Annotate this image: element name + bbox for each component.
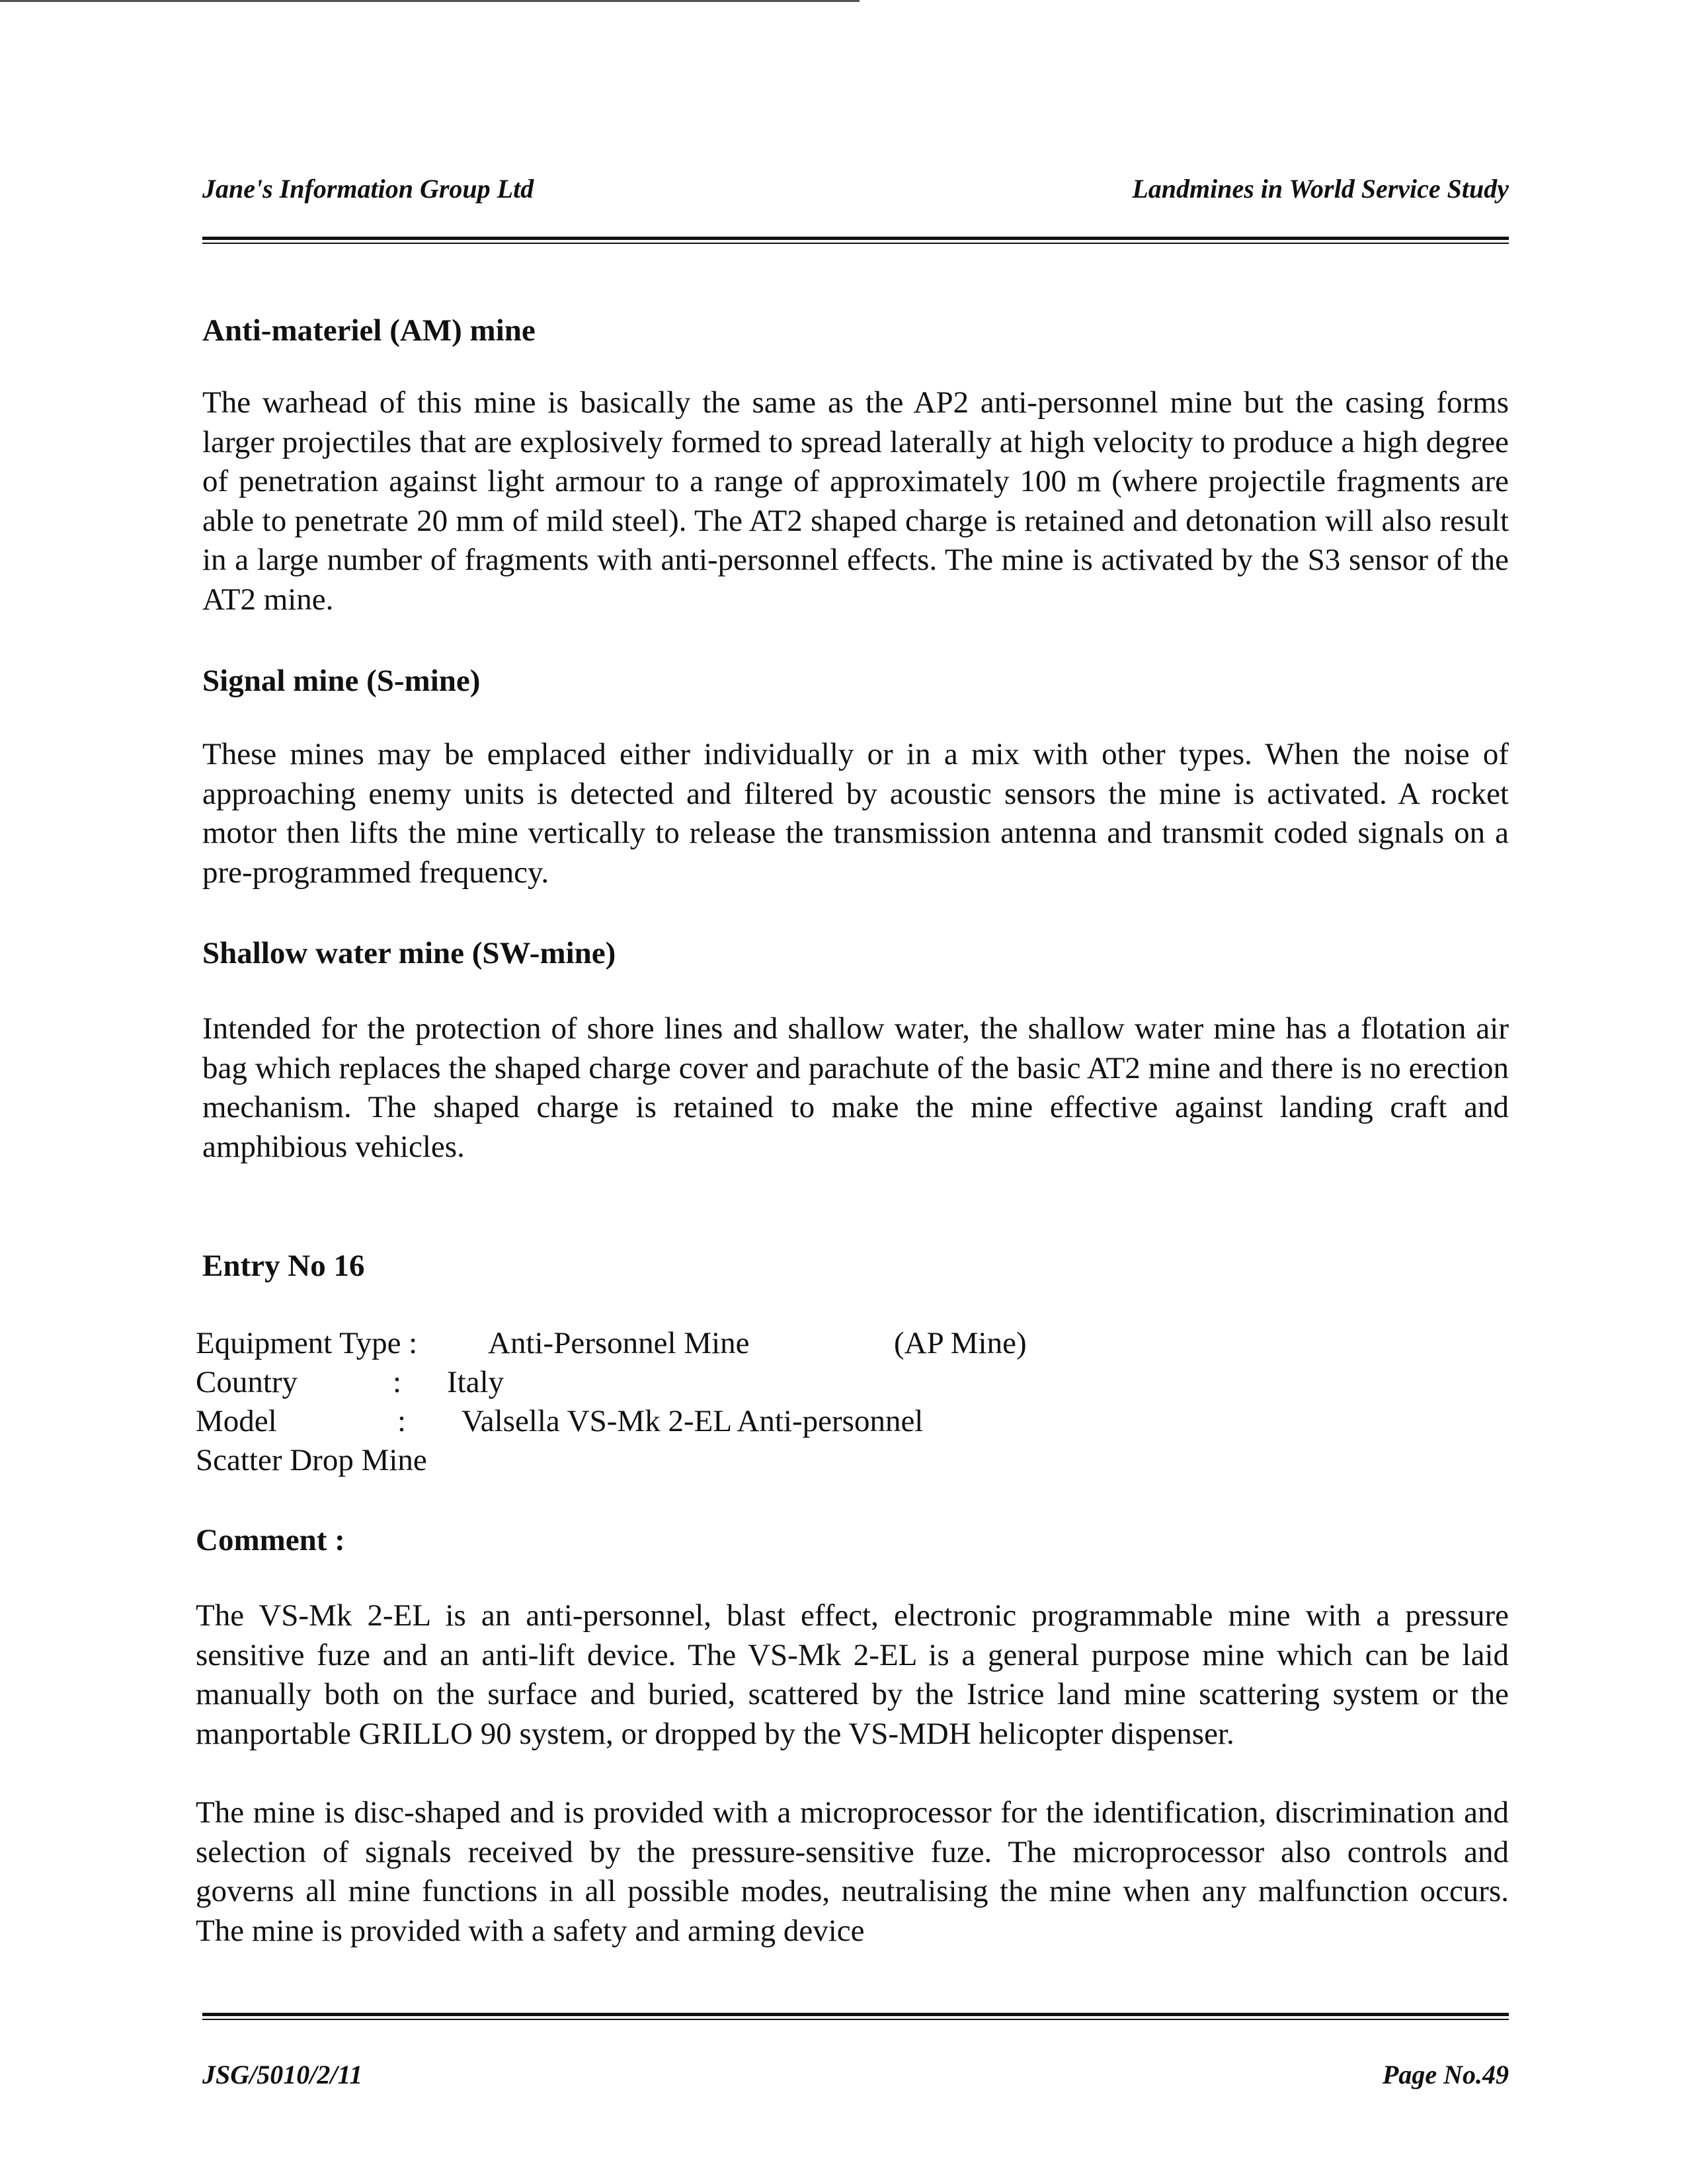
country-colon: : [393,1365,402,1399]
page-header [202,173,1509,213]
model-value-continued: Scatter Drop Mine [196,1443,427,1477]
entry-title: Entry No 16 [202,1249,365,1283]
section-am [202,311,1509,350]
country-value: Italy [447,1365,504,1399]
equipment-type-label: Equipment Type : [196,1326,418,1360]
equipment-type-value: Anti-Personnel Mine [488,1326,750,1360]
footer-page-number: Page No.49 [1382,2060,1509,2089]
section-heading: Signal mine (S-mine) [202,664,481,698]
section-signal [202,661,1509,701]
section-am-body [202,383,1509,619]
comment-paragraph-1-block [196,1596,1509,1754]
comment-paragraph-2-block [196,1793,1509,1951]
comment-heading-block [196,1520,1509,1560]
country-label: Country [196,1365,298,1399]
model-label: Model [196,1404,277,1438]
footer-doc-ref: JSG/5010/2/11 [202,2060,363,2089]
footer-rule [202,2013,1509,2020]
model-value: Valsella VS-Mk 2-EL Anti-personnel [462,1404,924,1438]
section-shallow [202,933,1509,973]
model-colon: : [397,1404,407,1438]
header-publisher: Jane's Information Group Ltd [202,174,534,204]
section-signal-body [202,735,1509,892]
comment-paragraph: The VS-Mk 2-EL is an anti-personnel, blast effect, electronic programmable mine with a pressure sensitive fuze and an anti-lift device. The VS-Mk 2-EL is a general purpose mine which can be laid manually both on the surface and buried, scattered by the Istrice land mine scattering system or the manportable GRILLO 90 system, or dropped by the VS-MDH helicopter dispenser. [196,1598,1509,1751]
entry-spec-table [196,1324,1254,1483]
section-heading: Shallow water mine (SW-mine) [202,936,616,970]
section-heading: Anti-materiel (AM) mine [202,313,536,348]
equipment-type-abbr: (AP Mine) [894,1326,1027,1360]
scan-edge-line [0,0,860,2]
section-shallow-body [202,1009,1509,1167]
section-paragraph: These mines may be emplaced either individually or in a mix with other types. When the noise of approaching enemy units is detected and filtered by acoustic sensors the mine is activated. A rocket motor then lifts the mine vertically to release the transmission antenna and transmit coded signals on a pre-programmed frequency. [202,737,1509,890]
comment-heading: Comment : [196,1523,345,1557]
header-rule [202,237,1509,244]
entry-title-block [202,1246,1509,1286]
section-paragraph: The warhead of this mine is basically the same as the AP2 anti-personnel mine but the casing forms larger projectiles that are explosively formed to spread laterally at high velocity to produce a high degree of penetration against light armour to a range of approximately 100 m (where projectile fragments are able to penetrate 20 mm of mild steel). The AT2 shaped charge is retained and detonation will also result in a large number of fragments with anti-personnel effects. The mine is activated by the S3 sensor of the AT2 mine. [202,385,1509,617]
section-paragraph: Intended for the protection of shore lines and shallow water, the shallow water mine has a flotation air bag which replaces the shaped charge cover and parachute of the basic AT2 mine and there is no erection mechanism. The shaped charge is retained to make the mine effective against landing craft and amphibious vehicles. [202,1011,1509,1164]
header-study-title: Landmines in World Service Study [1132,174,1509,204]
comment-paragraph: The mine is disc-shaped and is provided with a microprocessor for the identification, discrimination and selection of signals received by the pressure-sensitive fuze. The microprocessor also controls and governs all mine functions in all possible modes, neutralising the mine when any malfunction occurs. The mine is provided with a safety and arming device [196,1795,1509,1948]
